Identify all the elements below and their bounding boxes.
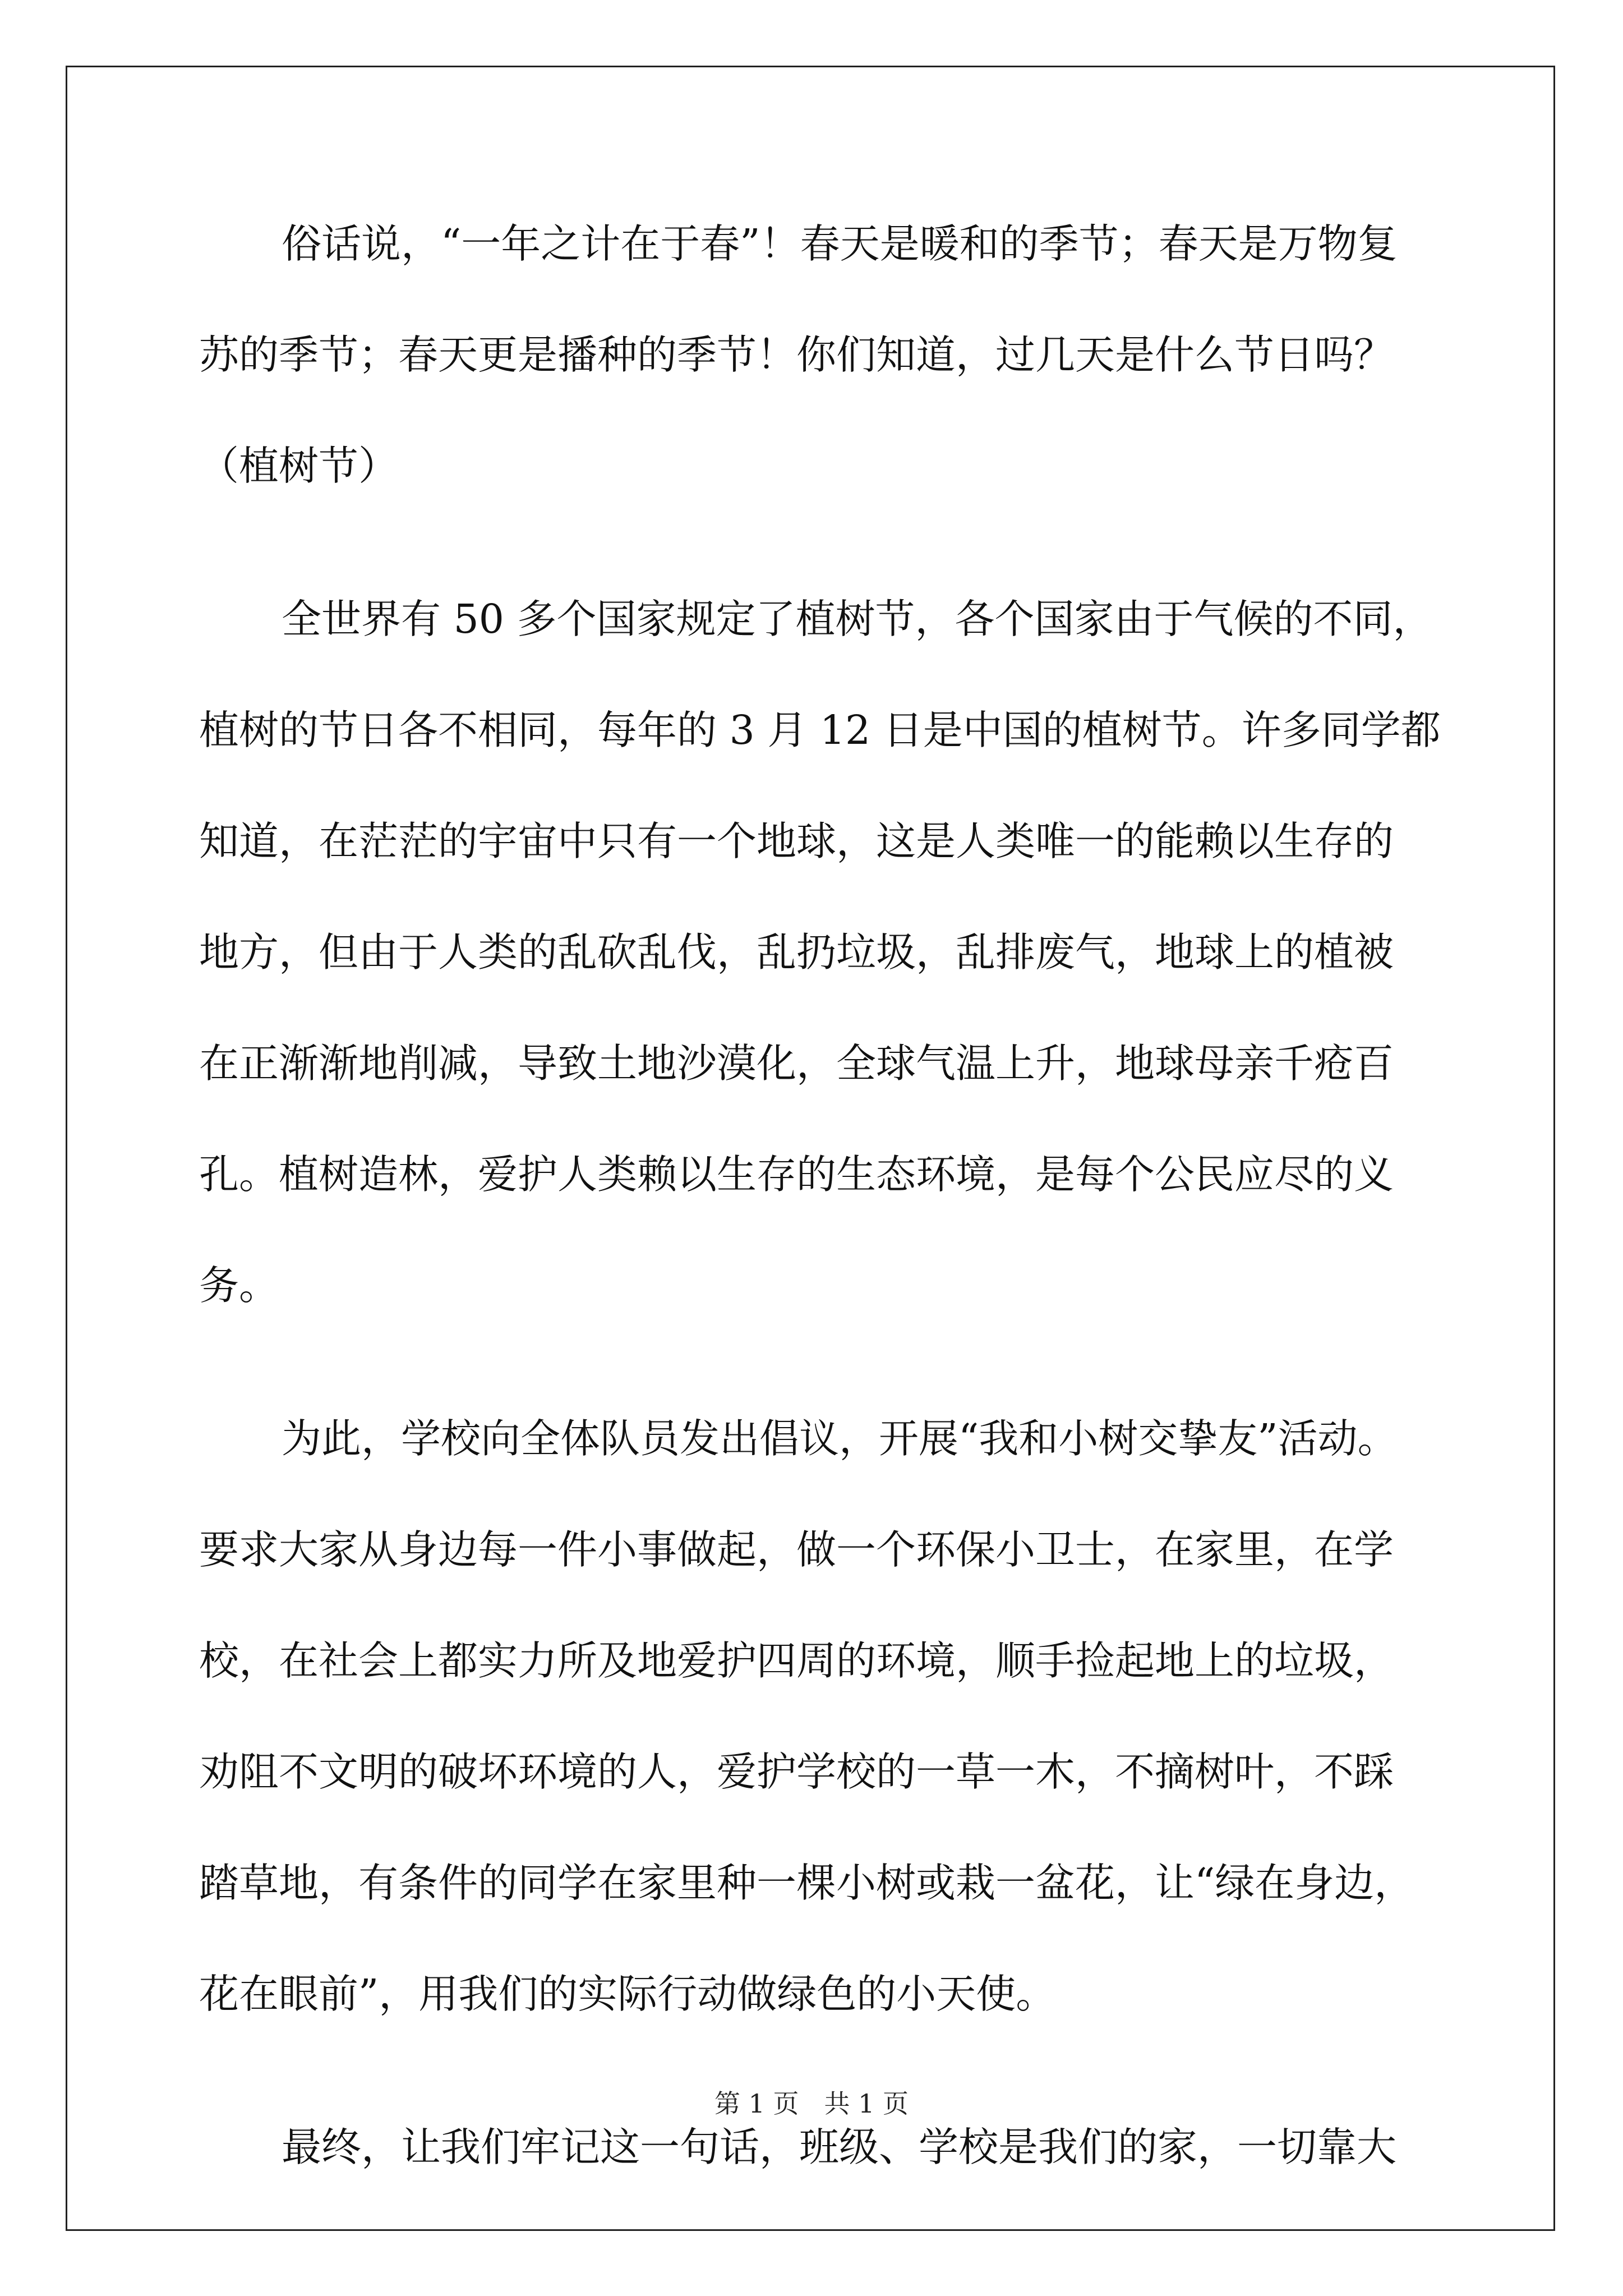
- text-line: 要求大家从身边每一件小事做起，做一个环保小卫士，在家里，在学: [199, 1526, 1394, 1573]
- text-line: 校，在社会上都实力所及地爱护四周的环境，顺手捡起地上的垃圾，: [199, 1637, 1394, 1684]
- text-line: 孔。植树造林，爱护人类赖以生存的生态环境，是每个公民应尽的义: [199, 1151, 1394, 1198]
- paragraph-4: [199, 2116, 1438, 2228]
- text-line: （植树节）: [199, 443, 399, 489]
- text-line: 知道，在茫茫的宇宙中只有一个地球，这是人类唯一的能赖以生存的: [199, 818, 1394, 864]
- text-line: 为此，学校向全体队员发出倡议，开展“我和小树交挚友”活动。: [282, 1415, 1398, 1462]
- text-line: 地方，但由于人类的乱砍乱伐，乱扔垃圾，乱排废气，地球上的植被: [199, 929, 1394, 976]
- paragraph-1: [199, 213, 1438, 546]
- text-line: 劝阻不文明的破坏环境的人，爱护学校的一草一木，不摘树叶，不踩: [199, 1749, 1394, 1795]
- text-line: 花在眼前”，用我们的实际行动做绿色的小天使。: [199, 1971, 1056, 2017]
- document-body: [199, 213, 1441, 2228]
- text-line: 踏草地，有条件的同学在家里种一棵小树或栽一盆花，让“绿在身边，: [199, 1860, 1414, 1906]
- page-number-total: 共 1 页: [824, 2088, 909, 2119]
- paragraph-2: [199, 588, 1441, 1366]
- text-line: 最终，让我们牢记这一句话，班级、学校是我们的家，一切靠大: [282, 2124, 1397, 2170]
- page-footer: [0, 2087, 1623, 2120]
- text-line: 在正渐渐地削减，导致土地沙漠化，全球气温上升，地球母亲千疮百: [199, 1040, 1394, 1087]
- text-line: 苏的季节；春天更是播种的季节！你们知道，过几天是什么节日吗？: [199, 332, 1394, 378]
- text-line: 务。: [199, 1262, 279, 1309]
- text-line: 植树的节日各不相同，每年的 3 月 12 日是中国的植树节。许多同学都: [199, 707, 1441, 753]
- page-number-current: 第 1 页: [714, 2088, 799, 2119]
- text-line: 全世界有 50 多个国家规定了植树节，各个国家由于气候的不同，: [282, 596, 1433, 642]
- text-line: 俗话说，“一年之计在于春”！春天是暖和的季节；春天是万物复: [282, 220, 1398, 267]
- paragraph-3: [199, 1408, 1438, 2074]
